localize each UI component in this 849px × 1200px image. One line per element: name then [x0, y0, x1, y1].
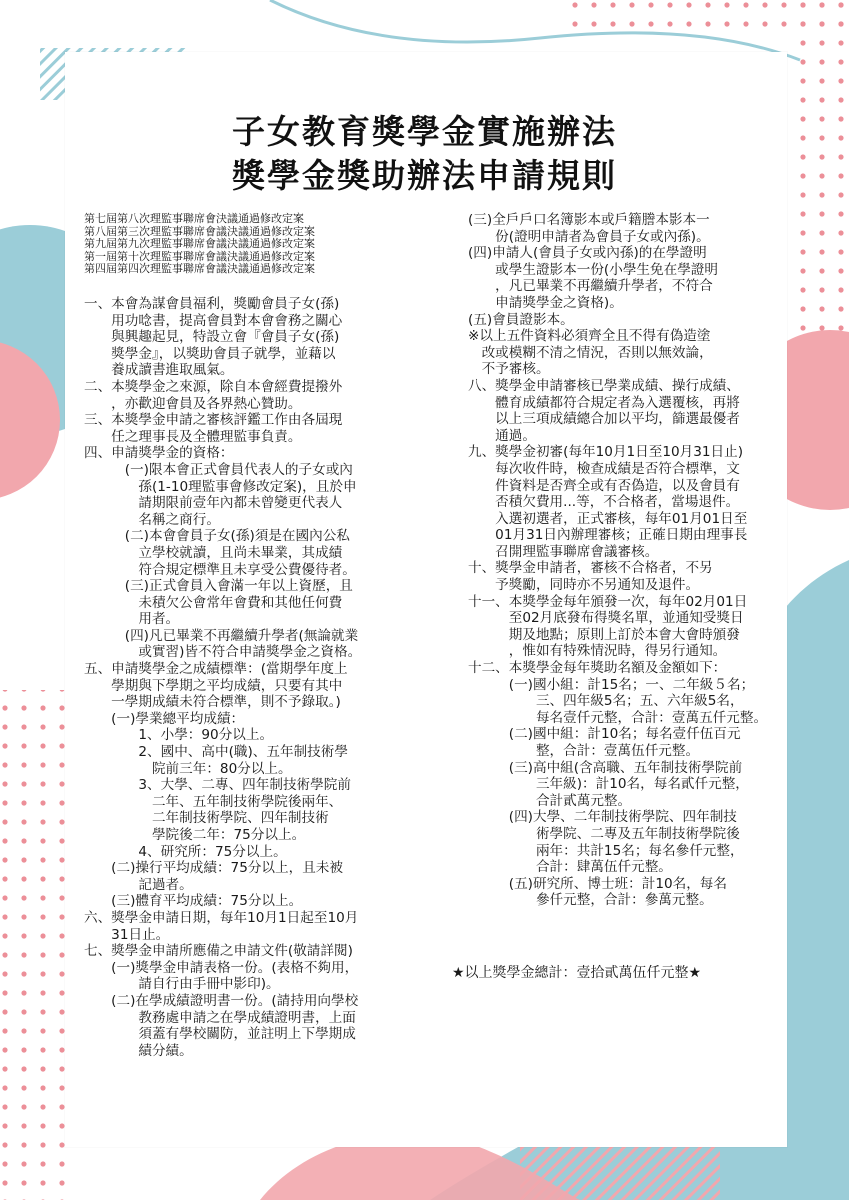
rule-text-line: (二)操行平均成績：75分以上，且未被: [84, 860, 343, 877]
amendment-line: 第一屆第十次理監事聯席會議決議通過修改定案: [84, 249, 315, 263]
page-subtitle: 獎學金獎助辦法申請規則: [232, 156, 617, 195]
rule-text-line: 七、獎學金申請所應備之申請文件(敬請詳閱): [84, 943, 353, 960]
rule-text-line: 二年、五年制技術學院後兩年、: [84, 793, 343, 810]
rule-text-line: 31日止。: [84, 926, 170, 943]
rule-text-line: 五、申請獎學金之成績標準：(當期學年度上: [84, 661, 348, 678]
rule-text-line: 二年制技術學院、四年制技術: [84, 810, 329, 827]
rule-text-line: 須蓋有學校關防，並註明上下學期成: [84, 1026, 356, 1043]
rule-text-line: 符合規定標準且未享受公費優待者。: [84, 561, 356, 578]
total-amount-line: ★以上獎學金總計：壹拾貳萬伍仟元整★: [452, 965, 702, 981]
rule-text-line: 學期與下學期之平均成績，只要有其中: [84, 677, 343, 694]
rule-text-line: 入選初選者，正式審核，每年01月01日至: [468, 510, 748, 527]
rule-text-line: 記過者。: [84, 876, 193, 893]
rule-text-line: (二)國中組：計10名；每名壹仟伍百元: [468, 726, 741, 743]
rule-text-line: 1、小學：90分以上。: [84, 727, 274, 744]
rule-text-line: 2、國中、高中(職)、五年制技術學: [84, 744, 348, 761]
amendment-line: 第八屆第三次理監事聯席會議決議通過修改定案: [84, 224, 315, 238]
rule-text-line: (一)國小組：計15名；一、二年級５名；: [468, 676, 755, 693]
rule-text-line: 立學校就讀，且尚未畢業，其成績: [84, 544, 343, 561]
rule-text-line: (三)高中組(含高職、五年制技術學院前: [468, 759, 743, 776]
rule-text-line: 請自行由手冊中影印)。: [84, 976, 280, 993]
rule-text-line: 績分績。: [84, 1042, 193, 1059]
rule-text-line: (五)會員證影本。: [468, 311, 574, 328]
rule-text-line: 三、四年級5名；五、六年級5名，: [468, 693, 744, 710]
rule-text-line: 申請獎學金之資格)。: [468, 294, 623, 311]
rule-text-line: 八、獎學金申請審核已學業成績、操行成績、: [468, 377, 740, 394]
rule-text-line: (三)全戶戶口名簿影本或戶籍謄本影本一: [468, 212, 710, 228]
rule-text-line: 二、本獎學金之來源，除自本會經費提撥外: [84, 378, 343, 395]
rule-text-line: (二)在學成績證明書一份。(請持用向學校: [84, 992, 359, 1009]
rule-text-line: 期及地點；原則上訂於本會大會時頒發: [468, 626, 740, 643]
rule-text-line: 召開理監事聯席會議審核。: [468, 543, 659, 560]
rule-text-line: 教務處申請之在學成績證明書，上面: [84, 1009, 356, 1026]
rule-text-line: ※以上五件資料必須齊全且不得有偽造塗: [468, 328, 711, 345]
rule-text-line: (一)學業總平均成績：: [84, 710, 245, 727]
rule-text-line: (五)研究所、博士班：計10名，每名: [468, 875, 727, 892]
amendment-line: 第四屆第四次理監事聯席會議決議通過修改定案: [84, 262, 315, 276]
rule-text-line: 學院後二年：75分以上。: [84, 827, 306, 843]
rule-text-line: 予獎勵，同時亦不另通知及退件。: [468, 577, 700, 594]
rule-text-line: (三)體育平均成績：75分以上。: [84, 893, 303, 910]
rule-text-line: 份(證明申請者為會員子女或內孫)。: [468, 228, 710, 245]
rule-text-line: 兩年：共計15名；每名參仟元整，: [468, 842, 744, 859]
rule-text-line: 三年級)：計10名，每名貳仟元整，: [468, 776, 749, 793]
rule-text-line: 九、獎學金初審(每年10月1日至10月31日止): [468, 444, 744, 461]
rule-text-line: (二)本會會員子女(孫)須是在國內公私: [84, 528, 350, 545]
rule-text-line: 4、研究所：75分以上。: [84, 843, 287, 860]
rule-text-line: 參仟元整，合計：參萬元整。: [468, 892, 713, 909]
rule-text-line: 請期限前壹年內都未曾變更代表人: [84, 495, 343, 512]
rule-text-line: 至02月底發布得獎名單，並通知受獎日: [468, 610, 744, 627]
left-column: [84, 296, 361, 1059]
rule-text-line: (一)獎學金申請表格一份。(表格不夠用，: [84, 959, 359, 976]
rule-text-line: 與興趣起見，特設立會『會員子女(孫): [84, 329, 340, 346]
rule-text-line: 一、本會為謀會員福利，獎勵會員子女(孫): [84, 296, 340, 312]
rule-text-line: (一)限本會正式會員代表人的子女或內: [84, 461, 353, 478]
rule-text-line: 3、大學、二專、四年制技術學院前: [84, 777, 351, 794]
rule-text-line: 十一、本獎學金每年頒發一次，每年02月01日: [468, 593, 748, 610]
rule-text-line: 改或模糊不清之情況，否則以無效論，: [468, 344, 713, 361]
dot-column-left: [0, 690, 65, 1200]
rule-text-line: 以上三項成績總合加以平均，篩選最優者: [468, 411, 740, 428]
rule-text-line: 或實習)皆不符合申請獎學金之資格。: [84, 644, 362, 661]
page-title: 子女教育獎學金實施辦法: [232, 112, 617, 151]
rule-text-line: (四)大學、二年制技術學院、四年制技: [468, 809, 737, 826]
rule-text-line: 名稱之商行。: [84, 511, 220, 528]
rule-text-line: 養成讀書進取風氣。: [84, 362, 234, 379]
rule-text-line: (三)正式會員入會滿一年以上資歷，且: [84, 578, 353, 595]
rule-text-line: (四)凡已畢業不再繼續升學者(無論就業: [84, 627, 359, 644]
rule-text-line: 未積欠公會常年會費和其他任何費: [84, 594, 343, 611]
rule-text-line: 合計：肆萬伍仟元整。: [468, 859, 672, 876]
rule-text-line: 合計貳萬元整。: [468, 792, 632, 809]
rule-text-line: 體育成績都符合規定者為入選覆核，再將: [468, 394, 740, 411]
rule-text-line: 一學期成績未符合標準，則不予錄取。): [84, 694, 341, 711]
rule-text-line: 01月31日內辦理審核；正確日期由理事長: [468, 527, 748, 544]
rule-text-line: 院前三年：80分以上。: [84, 760, 292, 777]
rule-text-line: 用者。: [84, 611, 180, 628]
rule-text-line: 術學院、二專及五年制技術學院後: [468, 825, 740, 842]
rule-text-line: 每次收件時，檢查成績是否符合標準，文: [468, 460, 740, 477]
right-column: [468, 212, 767, 909]
rule-text-line: 通過。: [468, 427, 536, 444]
rule-text-line: 六、獎學金申請日期，每年10月1日起至10月: [84, 909, 359, 926]
rule-text-line: 否積欠費用...等，不合格者，當場退件。: [468, 494, 740, 511]
rule-text-line: ，凡已畢業不再繼續升學者，不符合: [468, 278, 713, 295]
rule-text-line: ，亦歡迎會員及各界熱心贊助。: [84, 395, 302, 412]
rule-text-line: 四、申請獎學金的資格：: [84, 445, 234, 462]
rule-text-line: ，惟如有特殊情況時，得另行通知。: [468, 643, 727, 660]
rule-text-line: 每名壹仟元整，合計：壹萬五仟元整。: [468, 709, 768, 726]
rule-text-line: 或學生證影本一份(小學生免在學證明: [468, 261, 718, 278]
rule-text-line: 十、獎學金申請者，審核不合格者，不另: [468, 560, 713, 577]
rule-text-line: 孫(1-10理監事會修改定案)，且於申: [84, 478, 357, 495]
rule-text-line: 件資料是否齊全或有否偽造，以及會員有: [468, 477, 740, 494]
rule-text-line: 十二、本獎學金每年獎助名額及金額如下：: [468, 660, 727, 677]
rule-text-line: 獎學金』，以獎助會員子就學，並藉以: [84, 345, 336, 362]
amendment-line: 第七屆第八次理監事聯席會決議通過修改定案: [84, 212, 304, 225]
rule-text-line: 不予審核。: [468, 361, 550, 378]
rule-text-line: 任之理事長及全體理監事負責。: [84, 428, 302, 445]
rule-text-line: 三、本獎學金申請之審核評鑑工作由各屆現: [84, 412, 343, 429]
rule-text-line: (四)申請人(會員子女或內孫)的在學證明: [468, 245, 707, 262]
amendment-notes: [84, 213, 315, 276]
rule-text-line: 用功唸書，提高會員對本會會務之關心: [84, 312, 343, 329]
amendment-line: 第九屆第九次理監事聯席會議決議通過修改定案: [84, 237, 315, 251]
rule-text-line: 整，合計：壹萬伍仟元整。: [468, 743, 700, 759]
